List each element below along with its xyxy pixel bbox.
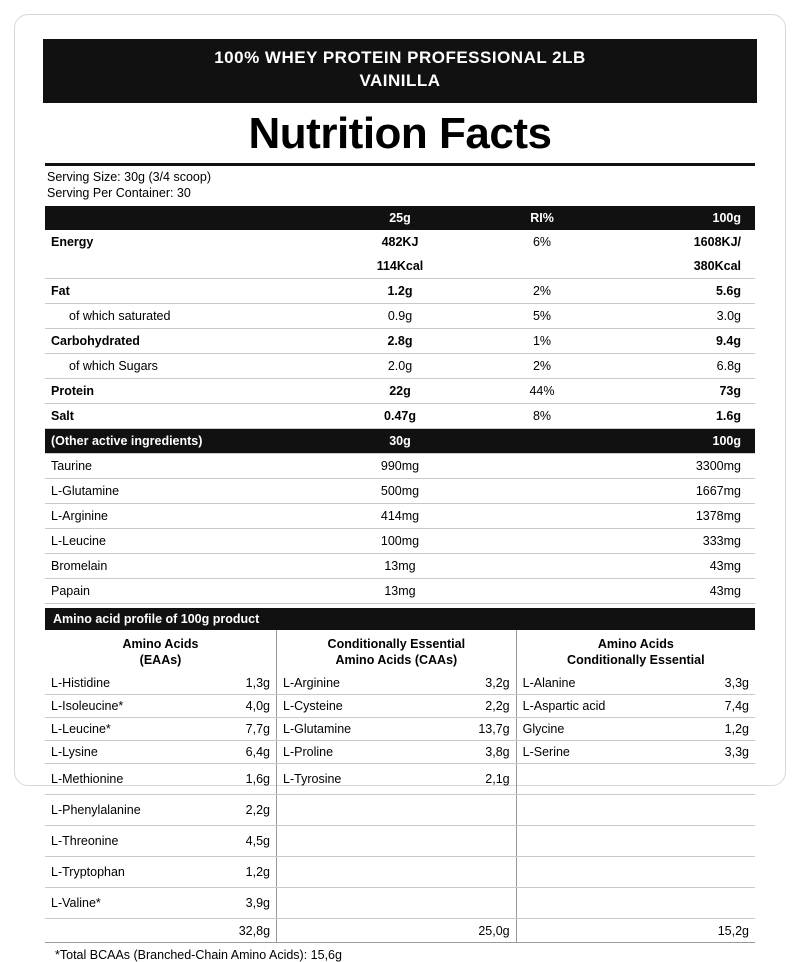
- serving-size: Serving Size: 30g (3/4 scoop): [47, 170, 211, 185]
- amino-name: L-Alanine: [516, 672, 680, 695]
- table-row: [45, 672, 755, 695]
- amino-name: L-Histidine: [45, 672, 207, 695]
- table-row: [45, 741, 755, 764]
- row-value-100g: 43mg: [613, 578, 755, 603]
- nutrition-table-header: [45, 206, 755, 230]
- amino-value: [432, 888, 516, 919]
- row-label: Fat: [45, 278, 329, 303]
- amino-acid-table: [45, 630, 755, 943]
- nutrition-table: [45, 206, 755, 429]
- amino-total-caa: 25,0g: [478, 924, 510, 939]
- table-row: [45, 478, 755, 503]
- amino-name: [277, 888, 432, 919]
- amino-value: [432, 857, 516, 888]
- table-row: [45, 578, 755, 603]
- active-ingredients-table: [45, 429, 755, 604]
- col-header-blank: [45, 206, 329, 230]
- amino-name: [516, 888, 680, 919]
- row-value-ri: 5%: [471, 303, 613, 328]
- amino-column-headers: [45, 630, 755, 673]
- row-value-100g: 380Kcal: [613, 254, 755, 279]
- amino-col2-header-line2: Amino Acids (CAAs): [335, 652, 458, 667]
- row-label: Papain: [45, 578, 329, 603]
- amino-name: L-Proline: [277, 741, 432, 764]
- product-title-line-1: 100% WHEY PROTEIN PROFESSIONAL 2LB: [214, 48, 586, 67]
- row-label: Salt: [45, 403, 329, 428]
- product-title-line-2: VAINILLA: [359, 70, 441, 90]
- row-value-100g: 1667mg: [613, 478, 755, 503]
- row-value-ri: 8%: [471, 403, 613, 428]
- product-title-bar: [43, 39, 757, 103]
- amino-value: [680, 857, 755, 888]
- row-label: Energy: [51, 234, 94, 249]
- row-value-25g: 22g: [329, 378, 471, 403]
- amino-col2-header-line1: Conditionally Essential: [327, 636, 466, 651]
- col-header-ri: RI%: [471, 206, 613, 230]
- amino-value: 3,2g: [432, 672, 516, 695]
- amino-name: L-Serine: [516, 741, 680, 764]
- amino-name: [277, 795, 432, 826]
- table-row: [45, 553, 755, 578]
- row-value-ri: 44%: [471, 378, 613, 403]
- row-label: of which Sugars: [45, 353, 329, 378]
- amino-name: L-Cysteine: [277, 695, 432, 718]
- table-row: [45, 453, 755, 478]
- row-value-ri: 2%: [471, 278, 613, 303]
- row-value-100g: 3300mg: [613, 453, 755, 478]
- amino-value: 4,5g: [207, 826, 277, 857]
- row-value-ri: [471, 254, 613, 279]
- row-value-25g: 0.9g: [329, 303, 471, 328]
- col-header-spacer: [471, 429, 613, 454]
- amino-value: 1,2g: [680, 718, 755, 741]
- table-row: [45, 278, 755, 303]
- amino-value: 1,3g: [207, 672, 277, 695]
- amino-name: [277, 826, 432, 857]
- amino-profile-bar: Amino acid profile of 100g product: [45, 608, 755, 630]
- active-section-label: (Other active ingredients): [45, 429, 329, 454]
- row-value-30g: 414mg: [329, 503, 471, 528]
- amino-value: [680, 764, 755, 795]
- row-label: L-Leucine: [45, 528, 329, 553]
- amino-value: 7,4g: [680, 695, 755, 718]
- amino-value: 3,3g: [680, 741, 755, 764]
- row-label: Carbohydrated: [45, 328, 329, 353]
- amino-name: Glycine: [516, 718, 680, 741]
- amino-value: [432, 795, 516, 826]
- table-row: [45, 303, 755, 328]
- row-value-25g: 0.47g: [329, 403, 471, 428]
- amino-value: 6,4g: [207, 741, 277, 764]
- row-label: Bromelain: [45, 553, 329, 578]
- table-row: [45, 857, 755, 888]
- row-value-25g: 114Kcal: [329, 254, 471, 279]
- amino-value: [680, 826, 755, 857]
- label-panel: [14, 14, 786, 962]
- amino-col1-header-line1: Amino Acids: [122, 636, 199, 651]
- amino-col3-header: [516, 630, 755, 673]
- amino-col1-header: [45, 630, 277, 673]
- amino-name: L-Leucine*: [45, 718, 207, 741]
- amino-value: [432, 826, 516, 857]
- amino-col1-header-line2: (EAAs): [139, 652, 182, 667]
- row-label: L-Glutamine: [45, 478, 329, 503]
- amino-name: L-Methionine: [45, 764, 207, 795]
- col-header-25g: 25g: [329, 206, 471, 230]
- amino-value: 2,2g: [432, 695, 516, 718]
- amino-value: 3,8g: [432, 741, 516, 764]
- amino-value: 3,3g: [680, 672, 755, 695]
- amino-name: L-Lysine: [45, 741, 207, 764]
- amino-value: 2,1g: [432, 764, 516, 795]
- row-value-30g: 13mg: [329, 553, 471, 578]
- row-value-25g: 1.2g: [329, 278, 471, 303]
- row-value-30g: 990mg: [329, 453, 471, 478]
- row-value-100g: 43mg: [613, 553, 755, 578]
- row-value-30g: 100mg: [329, 528, 471, 553]
- row-label: of which saturated: [45, 303, 329, 328]
- col-header-100g: 100g: [613, 206, 755, 230]
- row-value-100g: 1378mg: [613, 503, 755, 528]
- amino-value: [680, 888, 755, 919]
- table-row: [45, 403, 755, 428]
- table-row: [45, 353, 755, 378]
- footnote-bcaa: *Total BCAAs (Branched-Chain Amino Acids): 15,6g: [45, 942, 755, 962]
- table-row: [45, 888, 755, 919]
- table-row: [45, 718, 755, 741]
- row-value-100g: 6.8g: [613, 353, 755, 378]
- amino-acid-section: [45, 630, 755, 943]
- row-value-30g: 13mg: [329, 578, 471, 603]
- amino-value: 1,2g: [207, 857, 277, 888]
- amino-name: L-Aspartic acid: [516, 695, 680, 718]
- row-value-100g: 73g: [613, 378, 755, 403]
- table-row: [45, 528, 755, 553]
- active-ingredients-header: [45, 429, 755, 454]
- table-row: [45, 328, 755, 353]
- amino-name: [277, 857, 432, 888]
- row-label: [45, 254, 329, 279]
- amino-name: L-Isoleucine*: [45, 695, 207, 718]
- amino-value: 1,6g: [207, 764, 277, 795]
- page-title: Nutrition Facts: [248, 108, 552, 158]
- row-value-100g: 5.6g: [613, 278, 755, 303]
- row-value-100g: 333mg: [613, 528, 755, 553]
- amino-name: L-Phenylalanine: [45, 795, 207, 826]
- row-value-100g: 1608KJ/: [693, 234, 741, 249]
- serving-info: [37, 166, 763, 205]
- row-value-25g: 482KJ: [381, 234, 419, 249]
- table-row: [45, 254, 755, 279]
- table-row: [45, 795, 755, 826]
- amino-total-cond: 15,2g: [717, 924, 749, 939]
- col-header-30g: 30g: [329, 429, 471, 454]
- amino-name: [516, 764, 680, 795]
- row-value-25g: 2.8g: [329, 328, 471, 353]
- table-row: [45, 503, 755, 528]
- amino-total-eaa: 32,8g: [238, 924, 271, 939]
- row-value-100g: 9.4g: [613, 328, 755, 353]
- row-value-25g: 2.0g: [329, 353, 471, 378]
- row-value-100g: 3.0g: [613, 303, 755, 328]
- table-row: [45, 378, 755, 403]
- row-value-30g: 500mg: [329, 478, 471, 503]
- row-value-100g: 1.6g: [613, 403, 755, 428]
- amino-name: [516, 826, 680, 857]
- table-row: [45, 695, 755, 718]
- amino-name: L-Arginine: [277, 672, 432, 695]
- table-row: [45, 230, 755, 254]
- col-header-100g: 100g: [613, 429, 755, 454]
- amino-name: L-Tryptophan: [45, 857, 207, 888]
- serving-per-container: Serving Per Container: 30: [47, 186, 191, 201]
- amino-name: L-Threonine: [45, 826, 207, 857]
- amino-value: 3,9g: [207, 888, 277, 919]
- amino-name: [516, 857, 680, 888]
- row-value-ri: 2%: [471, 353, 613, 378]
- table-row: [45, 764, 755, 795]
- row-label: Protein: [45, 378, 329, 403]
- amino-name: L-Glutamine: [277, 718, 432, 741]
- amino-value: 2,2g: [207, 795, 277, 826]
- amino-name: L-Valine*: [45, 888, 207, 919]
- amino-name: [516, 795, 680, 826]
- amino-name: L-Tyrosine: [277, 764, 432, 795]
- amino-value: 13,7g: [432, 718, 516, 741]
- amino-totals-row: [45, 919, 755, 943]
- row-label: L-Arginine: [45, 503, 329, 528]
- amino-value: 7,7g: [207, 718, 277, 741]
- table-row: [45, 826, 755, 857]
- amino-col3-header-line1: Amino Acids: [597, 636, 674, 651]
- amino-col2-header: [277, 630, 517, 673]
- amino-col3-header-line2: Conditionally Essential: [567, 652, 705, 667]
- row-value-ri: 1%: [471, 328, 613, 353]
- row-value-ri: 6%: [532, 234, 552, 249]
- amino-value: 4,0g: [207, 695, 277, 718]
- amino-value: [680, 795, 755, 826]
- row-label: Taurine: [45, 453, 329, 478]
